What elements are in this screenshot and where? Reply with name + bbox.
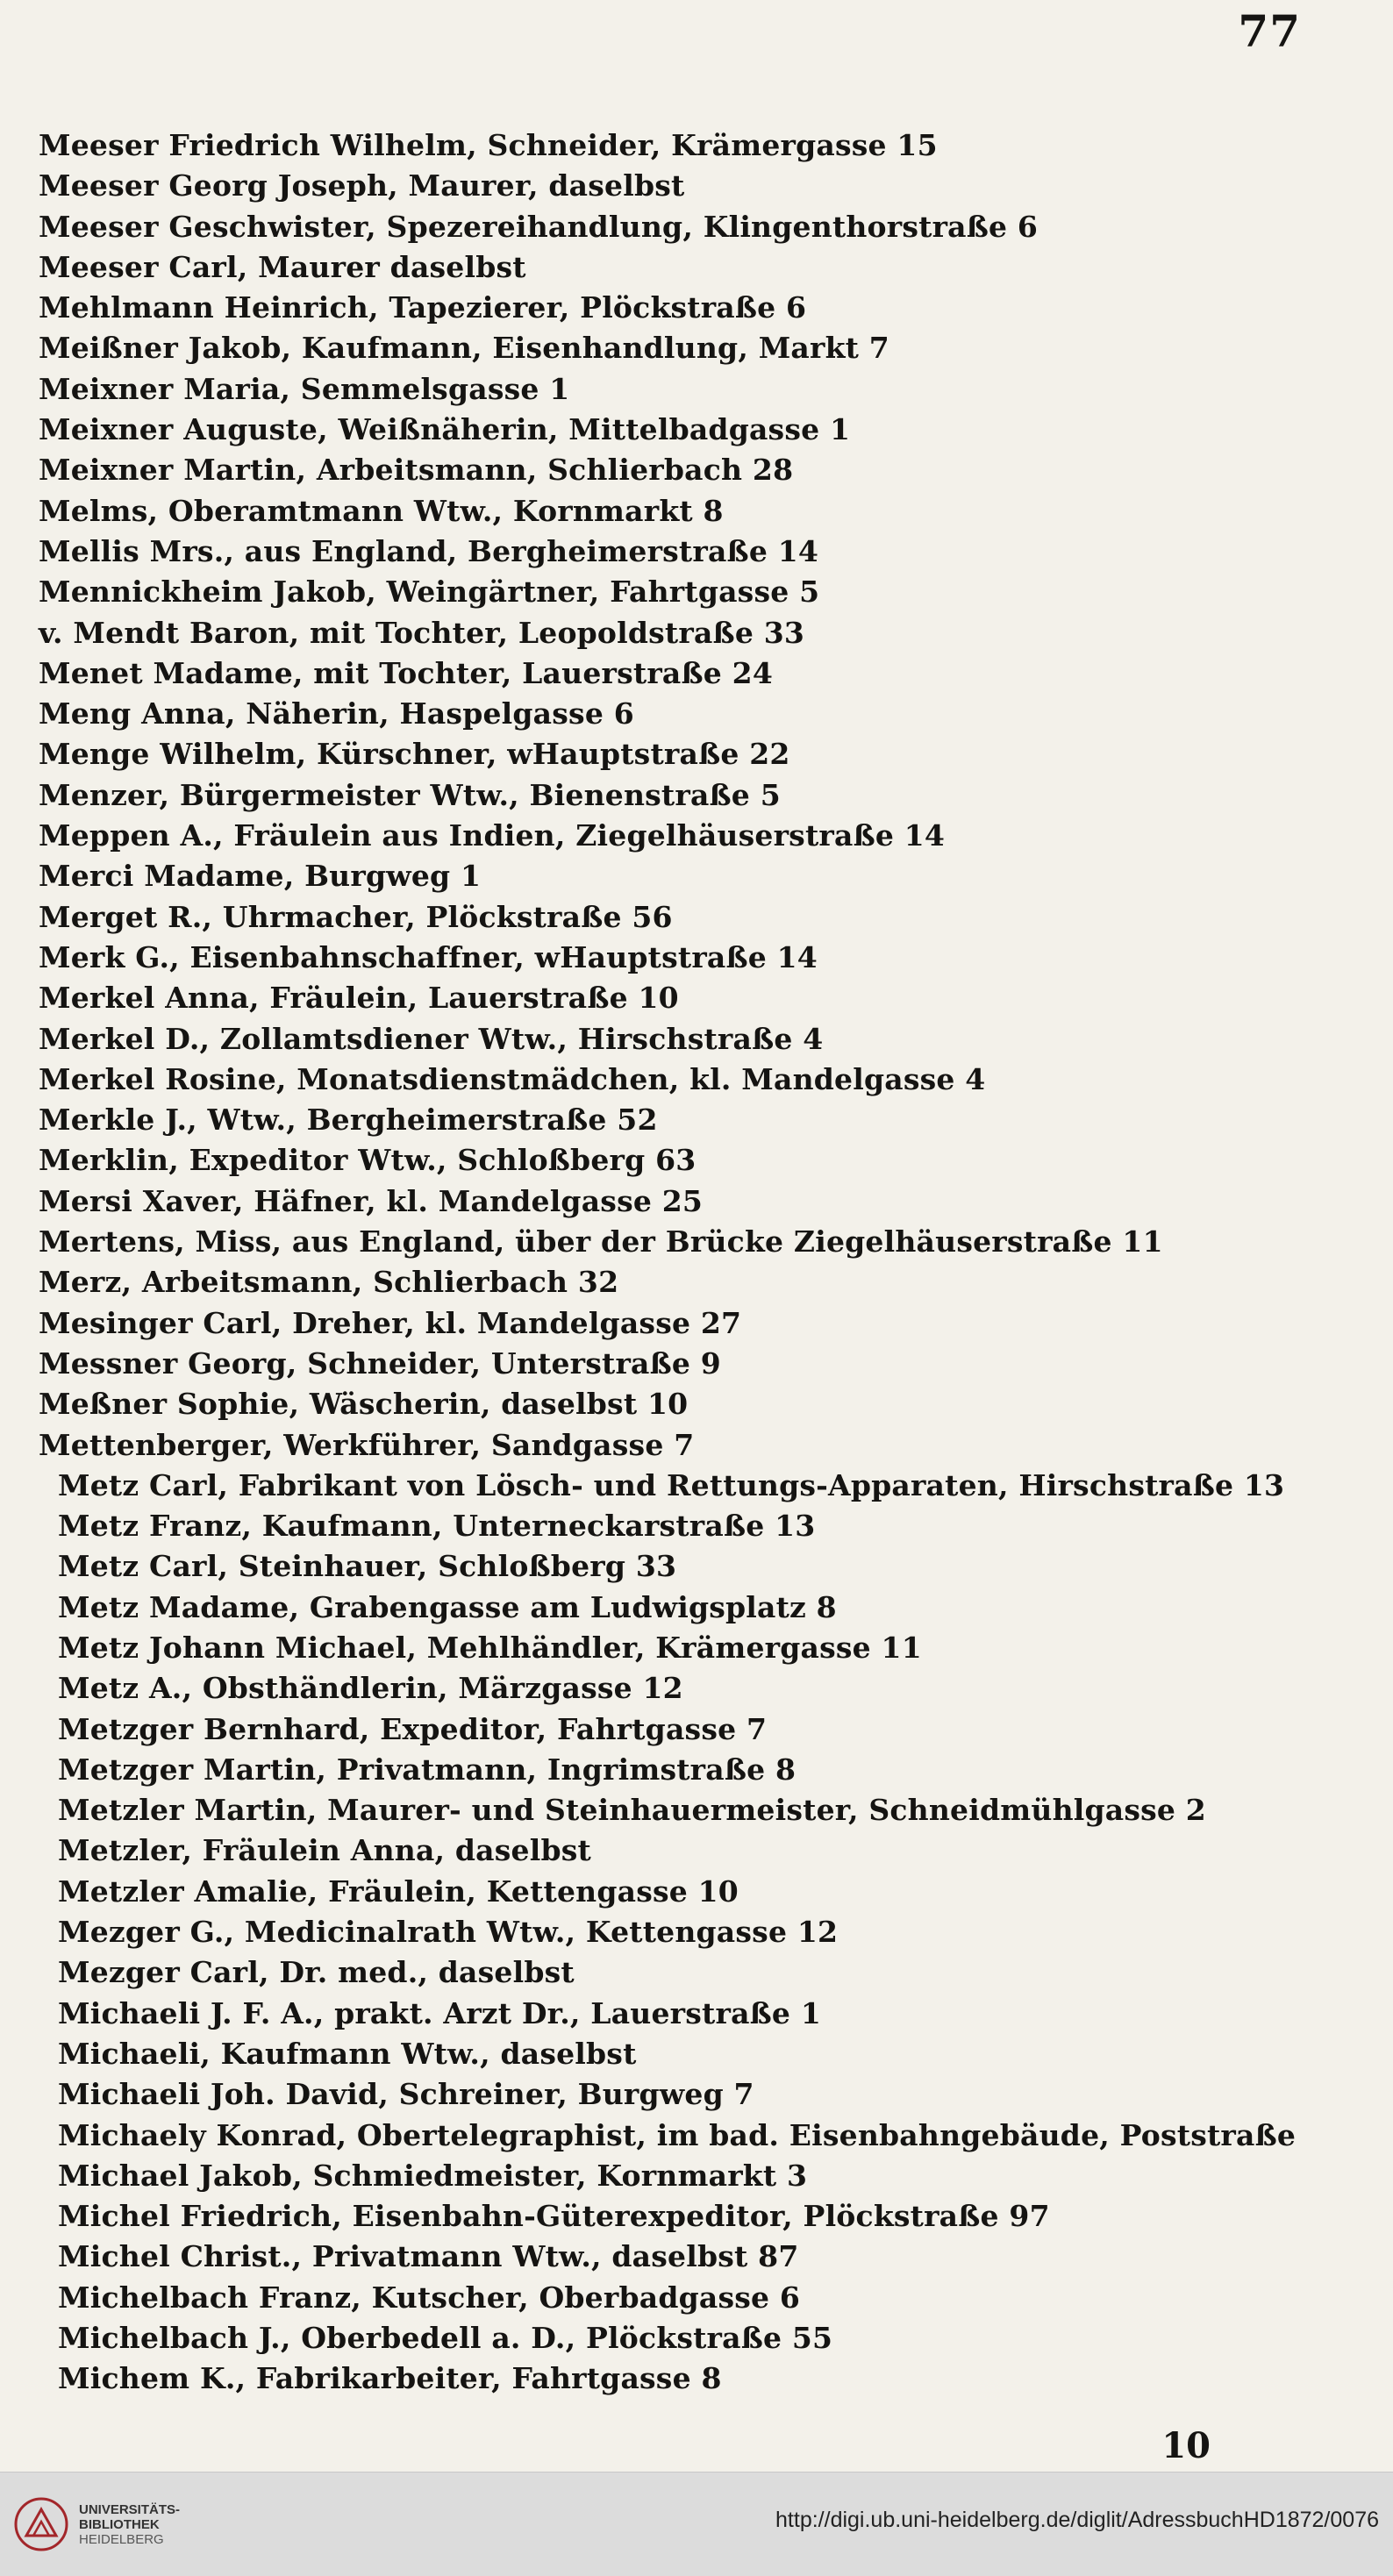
directory-entry: Metz Franz, Kaufmann, Unterneckarstraße 13 (58, 1509, 816, 1544)
directory-entry: Menzer, Bürgermeister Wtw., Bienenstraße 5 (39, 777, 781, 812)
directory-entry: Mettenberger, Werkführer, Sandgasse 7 (39, 1427, 695, 1462)
directory-entry: Metzler Amalie, Fräulein, Kettengasse 10 (58, 1873, 739, 1909)
library-seal-icon (14, 2497, 68, 2551)
directory-entry: v. Mendt Baron, mit Tochter, Leopoldstraße 33 (39, 615, 805, 650)
directory-entry: Metz Madame, Grabengasse am Ludwigsplatz 8 (58, 1589, 837, 1624)
directory-entry: Merci Madame, Burgweg 1 (39, 859, 482, 894)
directory-entry: Mezger G., Medicinalrath Wtw., Kettengasse 12 (58, 1915, 839, 1950)
library-logo-text (79, 2502, 180, 2547)
footer-bar (0, 2472, 1393, 2576)
directory-entry: Michael Jakob, Schmiedmeister, Kornmarkt 3 (58, 2158, 808, 2193)
directory-entry: Michel Christ., Privatmann Wtw., daselbst 87 (58, 2239, 799, 2274)
directory-entry: Metz Carl, Steinhauer, Schloßberg 33 (58, 1549, 677, 1584)
directory-entry: Merklin, Expeditor Wtw., Schloßberg 63 (39, 1143, 696, 1178)
directory-entry: Melms, Oberamtmann Wtw., Kornmarkt 8 (39, 493, 724, 528)
directory-entry: Meppen A., Fräulein aus Indien, Ziegelhäuserstraße 14 (39, 818, 946, 853)
directory-entry: Merkle J., Wtw., Bergheimerstraße 52 (39, 1102, 658, 1138)
directory-entries (39, 125, 1354, 2400)
directory-entry: Merkel Rosine, Monatsdienstmädchen, kl. Mandelgasse 4 (39, 1061, 986, 1096)
directory-entry: Meeser Carl, Maurer daselbst (39, 249, 526, 284)
directory-entry: Mehlmann Heinrich, Tapezierer, Plöckstraße 6 (39, 290, 807, 325)
directory-entry: Meeser Friedrich Wilhelm, Schneider, Krämergasse 15 (39, 128, 938, 162)
logo-line-3: HEIDELBERG (79, 2531, 164, 2547)
directory-entry: Menge Wilhelm, Kürschner, wHauptstraße 22 (39, 737, 790, 772)
directory-entry: Michaeli Joh. David, Schreiner, Burgweg 7 (58, 2077, 754, 2112)
directory-entry: Mertens, Miss, aus England, über der Brücke Ziegelhäuserstraße 11 (39, 1224, 1163, 1259)
directory-entry: Meixner Auguste, Weißnäherin, Mittelbadgasse 1 (39, 412, 851, 447)
library-logo[interactable] (14, 2497, 180, 2551)
directory-entry: Metz Johann Michael, Mehlhändler, Krämergasse 11 (58, 1630, 922, 1665)
directory-entry: Mersi Xaver, Häfner, kl. Mandelgasse 25 (39, 1183, 704, 1218)
logo-line-1: UNIVERSITÄTS- (79, 2501, 181, 2517)
logo-line-2: BIBLIOTHEK (79, 2516, 160, 2532)
directory-entry: Merkel Anna, Fräulein, Lauerstraße 10 (39, 981, 679, 1016)
page-number: 77 (1238, 5, 1301, 57)
directory-entry: Mennickheim Jakob, Weingärtner, Fahrtgasse 5 (39, 574, 820, 610)
directory-entry: Michel Friedrich, Eisenbahn-Güterexpeditor, Plöckstraße 97 (58, 2199, 1050, 2234)
directory-entry: Mellis Mrs., aus England, Bergheimerstraße 14 (39, 533, 819, 568)
directory-entry: Merk G., Eisenbahnschaffner, wHauptstraße 14 (39, 939, 818, 974)
directory-entry: Michelbach J., Oberbedell a. D., Plöckstraße 55 (58, 2321, 833, 2356)
directory-entry: Michaely Konrad, Obertelegraphist, im bad. Eisenbahngebäude, Poststraße (58, 2117, 1297, 2152)
directory-entry: Merget R., Uhrmacher, Plöckstraße 56 (39, 899, 673, 934)
directory-entry: Metzger Bernhard, Expeditor, Fahrtgasse 7 (58, 1711, 768, 1746)
directory-entry: Metzler, Fräulein Anna, daselbst (58, 1833, 591, 1868)
directory-entry: Metzger Martin, Privatmann, Ingrimstraße 8 (58, 1752, 797, 1787)
directory-entry: Merkel D., Zollamtsdiener Wtw., Hirschstraße 4 (39, 1021, 824, 1056)
directory-entry: Meeser Geschwister, Spezereihandlung, Klingenthorstraße 6 (39, 209, 1039, 244)
directory-entry: Messner Georg, Schneider, Unterstraße 9 (39, 1345, 721, 1381)
directory-entry: Metz Carl, Fabrikant von Lösch- und Rettungs-Apparaten, Hirschstraße 13 (58, 1467, 1285, 1502)
directory-entry: Mesinger Carl, Dreher, kl. Mandelgasse 27 (39, 1305, 742, 1340)
directory-entry: Mezger Carl, Dr. med., daselbst (58, 1955, 575, 1990)
directory-entry: Metz A., Obsthändlerin, Märzgasse 12 (58, 1671, 683, 1706)
signature-mark: 10 (1161, 2425, 1211, 2466)
directory-entry: Meng Anna, Näherin, Haspelgasse 6 (39, 696, 634, 731)
directory-entry: Meixner Maria, Semmelsgasse 1 (39, 371, 570, 406)
directory-entry: Merz, Arbeitsmann, Schlierbach 32 (39, 1265, 619, 1300)
directory-entry: Metzler Martin, Maurer- und Steinhauermeister, Schneidmühlgasse 2 (58, 1793, 1206, 1828)
directory-entry: Menet Madame, mit Tochter, Lauerstraße 24 (39, 655, 773, 690)
directory-entry: Meixner Martin, Arbeitsmann, Schlierbach 28 (39, 453, 794, 488)
directory-entry: Michaeli, Kaufmann Wtw., daselbst (58, 2036, 637, 2071)
directory-entry: Meßner Sophie, Wäscherin, daselbst 10 (39, 1387, 689, 1422)
directory-entry: Michaeli J. F. A., prakt. Arzt Dr., Lauerstraße 1 (58, 1995, 821, 2030)
directory-entry: Michem K., Fabrikarbeiter, Fahrtgasse 8 (58, 2361, 722, 2396)
directory-entry: Michelbach Franz, Kutscher, Oberbadgasse 6 (58, 2280, 801, 2315)
directory-entry: Meißner Jakob, Kaufmann, Eisenhandlung, Markt 7 (39, 331, 889, 366)
directory-entry: Meeser Georg Joseph, Maurer, daselbst (39, 168, 685, 203)
source-url-link[interactable]: http://digi.ub.uni-heidelberg.de/diglit/AdressbuchHD1872/0076 (775, 2508, 1379, 2532)
